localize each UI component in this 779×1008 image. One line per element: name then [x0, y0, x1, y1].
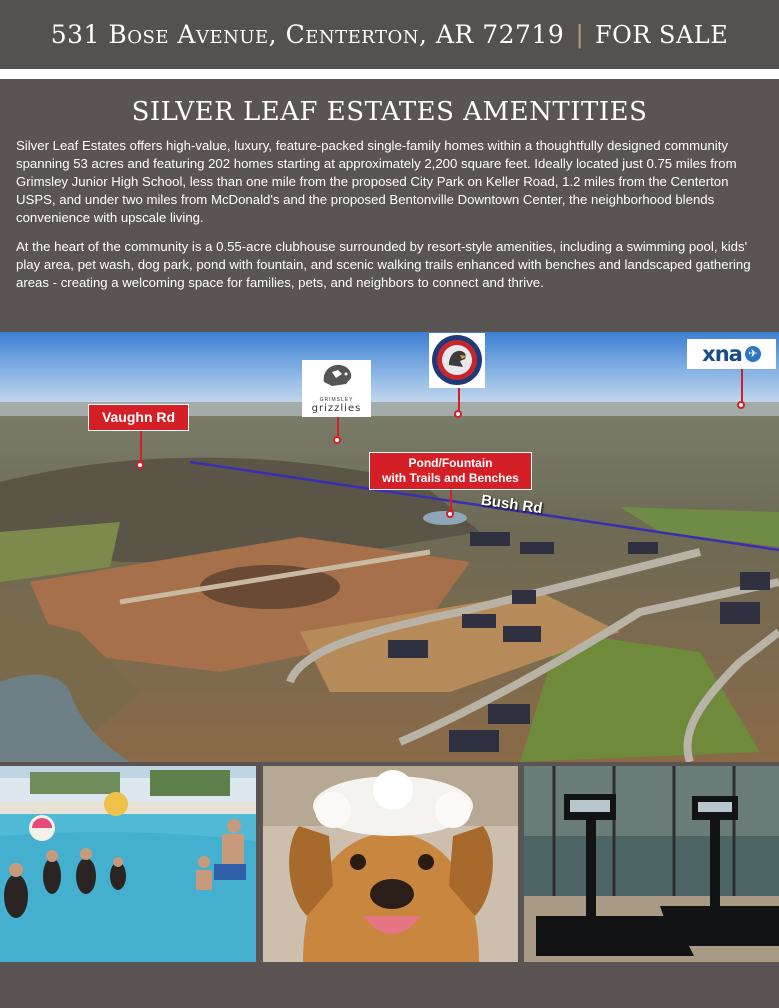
grizzlies-pin-dot [333, 436, 341, 444]
airplane-icon: ✈ [745, 346, 761, 362]
listing-status: FOR SALE [595, 20, 729, 49]
xna-text: xna [702, 342, 742, 366]
header-bar [0, 0, 779, 69]
xna-pin-dot [737, 401, 745, 409]
gym-photo [524, 766, 779, 962]
eagles-pin-dot [454, 410, 462, 418]
bush-rd-label: Bush Rd [480, 491, 544, 518]
dog-bath-photo [263, 766, 518, 962]
amenities-paragraph-1: Silver Leaf Estates offers high-value, luxury, feature-packed single-family homes within a thoughtfully designed community spanning 53 acres and featuring 202 homes starting at approximately 2,200 square feet. Ideally located just 0.75 miles from Grimsley Junior High School, less than one mile from the proposed City Park on Keller Road, 1.2 miles from the Centerton USPS, and under two miles from McDonald's and the proposed Bentonville Downtown Center, the neighborhood blends convenience with upscale living. [16, 138, 737, 225]
amenities-paragraph-2: At the heart of the community is a 0.55-acre clubhouse surrounded by resort-style amenities, including a swimming pool, kids' play area, pet wash, dog park, pond with fountain, and scenic walking trails enhanced with benches and landscaped gathering areas - creating a welcoming space for families, pets, and neighbors to connect and thrive. [16, 239, 751, 290]
pond-fountain-label [369, 452, 532, 490]
grizzly-bear-icon [302, 360, 371, 390]
pond-label-line-2: with Trails and Benches [382, 471, 519, 485]
header-separator: | [576, 19, 583, 49]
pond-pin-dot [446, 510, 454, 518]
aerial-photo [0, 332, 779, 762]
vaughn-pin-line [140, 430, 142, 465]
pond-label-line-1: Pond/Fountain [408, 456, 493, 470]
listing-address: 531 Bose Avenue, Centerton, AR 72719 [50, 20, 565, 49]
eagle-crest-icon [429, 333, 485, 388]
amenities-title: SILVER LEAF ESTATES AMENTITIES [131, 97, 648, 127]
pool-photo [0, 766, 256, 962]
vaughn-rd-label: Vaughn Rd [88, 404, 189, 431]
xna-airport-logo [687, 339, 776, 369]
xna-pin-line [741, 369, 743, 405]
vaughn-pin-dot [136, 461, 144, 469]
grizzlies-text: grizzlies [311, 403, 362, 414]
grimsley-grizzlies-logo [302, 360, 371, 417]
grizzlies-sub-text: GRIMSLEY [319, 397, 354, 403]
amenities-section [0, 79, 779, 332]
divider-stripe [0, 69, 779, 79]
school-eagle-logo [429, 333, 485, 388]
